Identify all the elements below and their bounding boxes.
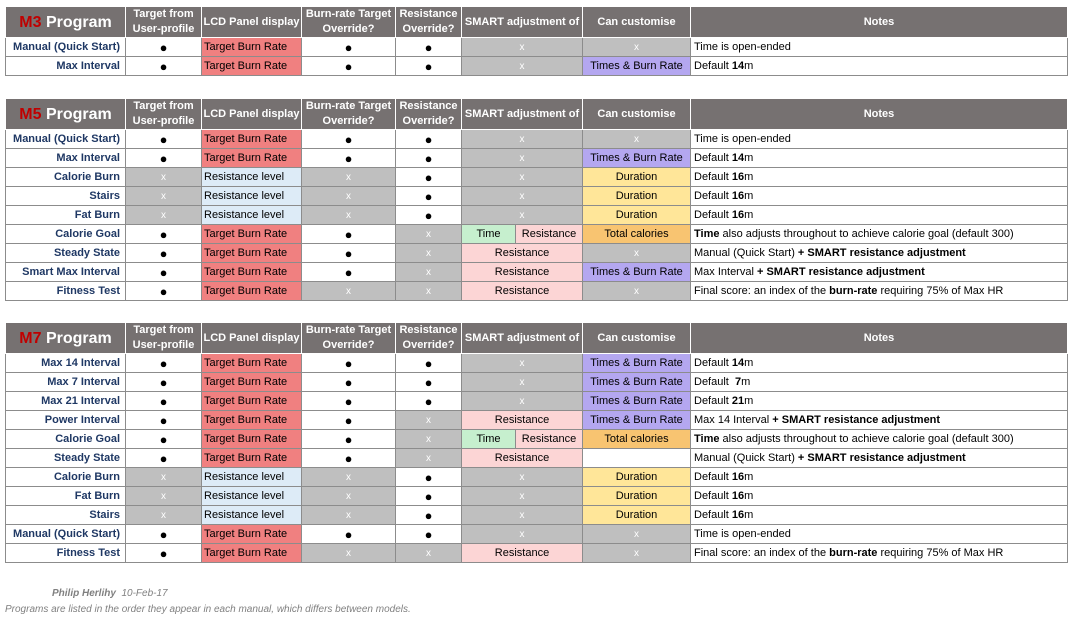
table-row (6, 354, 1068, 373)
note-segment: Default (694, 189, 732, 202)
burn-override-cell: ● (302, 449, 396, 468)
note-segment: Final score: an index of the (694, 546, 830, 559)
customise-cell: Times & Burn Rate (583, 373, 691, 392)
profile-cell: ● (126, 449, 202, 468)
notes-cell (691, 544, 1068, 563)
customise-cell: Duration (583, 487, 691, 506)
smart-adjust-cell: Resistance (462, 544, 583, 563)
header-notes: Notes (691, 7, 1068, 38)
resistance-override-cell: ● (396, 130, 462, 149)
lcd-display-cell: Target Burn Rate (202, 244, 302, 263)
customise-cell: x (583, 38, 691, 57)
resistance-override-cell: x (396, 282, 462, 301)
note-segment: Time (694, 432, 720, 445)
program-name: Calorie Burn (6, 168, 126, 187)
note-segment: Default (694, 208, 732, 221)
note-segment: 7 (734, 375, 742, 388)
notes-cell (691, 525, 1068, 544)
resistance-override-cell: ● (396, 392, 462, 411)
lcd-display-cell: Resistance level (202, 168, 302, 187)
program-name: Manual (Quick Start) (6, 130, 126, 149)
smart-adjust-cell: x (462, 525, 583, 544)
header-smart-adjust: SMART adjustment of (462, 323, 583, 354)
lcd-display-cell: Resistance level (202, 468, 302, 487)
note-segment: 16 (731, 189, 745, 202)
profile-cell: ● (126, 544, 202, 563)
lcd-display-cell: Target Burn Rate (202, 544, 302, 563)
note-segment: Default (694, 170, 732, 183)
notes-cell (691, 130, 1068, 149)
burn-override-cell: x (302, 187, 396, 206)
header-burn-override: Burn-rate Target Override? (302, 323, 396, 354)
smart-resistance-cell: Resistance (516, 430, 583, 449)
table-row (6, 263, 1068, 282)
table-row (6, 449, 1068, 468)
table-row (6, 544, 1068, 563)
note-segment: Default (694, 375, 735, 388)
lcd-display-cell: Target Burn Rate (202, 130, 302, 149)
resistance-override-cell: ● (396, 187, 462, 206)
customise-cell: Duration (583, 506, 691, 525)
profile-cell: ● (126, 282, 202, 301)
notes-cell (691, 149, 1068, 168)
burn-override-cell: x (302, 544, 396, 563)
profile-cell: ● (126, 430, 202, 449)
program-word: Program (45, 329, 112, 347)
burn-override-cell: ● (302, 38, 396, 57)
note-segment: 16 (731, 508, 745, 521)
note-segment: Manual (Quick Start) (694, 246, 798, 259)
table-row (6, 468, 1068, 487)
profile-cell: x (126, 206, 202, 225)
note-segment: m (744, 394, 754, 407)
note-segment: m (744, 189, 754, 202)
smart-adjust-cell: x (462, 168, 583, 187)
header-notes: Notes (691, 99, 1068, 130)
note-segment: Default (694, 508, 732, 521)
table-row (6, 57, 1068, 76)
lcd-display-cell: Target Burn Rate (202, 225, 302, 244)
header-can-customise: Can customise (583, 7, 691, 38)
lcd-display-cell: Target Burn Rate (202, 449, 302, 468)
notes-cell (691, 430, 1068, 449)
customise-cell: x (583, 130, 691, 149)
burn-override-cell: x (302, 468, 396, 487)
resistance-override-cell: ● (396, 354, 462, 373)
profile-cell: ● (126, 373, 202, 392)
notes-cell (691, 206, 1068, 225)
profile-cell: ● (126, 392, 202, 411)
smart-adjust-cell: Resistance (462, 449, 583, 468)
program-table-m7 (5, 322, 1067, 563)
profile-cell: x (126, 187, 202, 206)
footer-date: 10-Feb-17 (121, 588, 168, 599)
note-segment: Default (694, 59, 732, 72)
program-table (5, 98, 1068, 301)
note-segment: Manual (Quick Start) (694, 451, 798, 464)
note-segment: 21 (731, 394, 745, 407)
table-row (6, 187, 1068, 206)
note-segment: Default (694, 470, 732, 483)
profile-cell: ● (126, 411, 202, 430)
note-segment: m (744, 59, 754, 72)
profile-cell: ● (126, 244, 202, 263)
table-row (6, 487, 1068, 506)
customise-cell: x (583, 282, 691, 301)
program-name: Fitness Test (6, 544, 126, 563)
note-segment: 14 (731, 59, 745, 72)
note-segment: m (744, 470, 754, 483)
smart-adjust-cell: Resistance (462, 244, 583, 263)
profile-cell: x (126, 487, 202, 506)
model-title (6, 99, 126, 130)
header-lcd-panel: LCD Panel display (202, 7, 302, 38)
customise-cell: Duration (583, 168, 691, 187)
table-row (6, 506, 1068, 525)
smart-adjust-cell: x (462, 57, 583, 76)
program-table (5, 6, 1068, 76)
table-row (6, 244, 1068, 263)
lcd-display-cell: Resistance level (202, 487, 302, 506)
smart-adjust-cell: x (462, 506, 583, 525)
burn-override-cell: ● (302, 244, 396, 263)
note-segment: also adjusts throughout to achieve calorie goal (default 300) (719, 432, 1014, 445)
smart-adjust-cell: x (462, 206, 583, 225)
notes-cell (691, 244, 1068, 263)
lcd-display-cell: Resistance level (202, 206, 302, 225)
burn-override-cell: ● (302, 392, 396, 411)
note-segment: Time is open-ended (694, 527, 791, 540)
resistance-override-cell: ● (396, 487, 462, 506)
customise-cell: Times & Burn Rate (583, 149, 691, 168)
program-name: Steady State (6, 244, 126, 263)
header-lcd-panel: LCD Panel display (202, 99, 302, 130)
smart-adjust-cell: x (462, 392, 583, 411)
note-segment: 16 (731, 470, 745, 483)
notes-cell (691, 373, 1068, 392)
burn-override-cell: ● (302, 373, 396, 392)
customise-cell: Times & Burn Rate (583, 392, 691, 411)
lcd-display-cell: Target Burn Rate (202, 430, 302, 449)
header-burn-override: Burn-rate Target Override? (302, 99, 396, 130)
profile-cell: ● (126, 263, 202, 282)
model-name: M3 (19, 13, 42, 31)
resistance-override-cell: x (396, 430, 462, 449)
program-name: Smart Max Interval (6, 263, 126, 282)
program-table (5, 322, 1068, 563)
note-segment: + SMART resistance adjustment (797, 246, 966, 259)
program-name: Max Interval (6, 57, 126, 76)
table-row (6, 430, 1068, 449)
burn-override-cell: ● (302, 149, 396, 168)
smart-time-cell: Time (462, 225, 516, 244)
customise-cell: Duration (583, 206, 691, 225)
profile-cell: ● (126, 38, 202, 57)
note-segment: 16 (731, 208, 745, 221)
program-name: Stairs (6, 187, 126, 206)
table-row (6, 373, 1068, 392)
smart-adjust-cell: Resistance (462, 282, 583, 301)
program-name: Manual (Quick Start) (6, 38, 126, 57)
burn-override-cell: x (302, 168, 396, 187)
notes-cell (691, 411, 1068, 430)
customise-cell: Duration (583, 468, 691, 487)
customise-cell: x (583, 544, 691, 563)
burn-override-cell: x (302, 506, 396, 525)
customise-cell: Times & Burn Rate (583, 354, 691, 373)
lcd-display-cell: Target Burn Rate (202, 38, 302, 57)
program-name: Steady State (6, 449, 126, 468)
lcd-display-cell: Target Burn Rate (202, 525, 302, 544)
table-row (6, 149, 1068, 168)
notes-cell (691, 354, 1068, 373)
header-smart-adjust: SMART adjustment of (462, 7, 583, 38)
header-resistance-override: Resistance Override? (396, 99, 462, 130)
resistance-override-cell: ● (396, 38, 462, 57)
notes-cell (691, 487, 1068, 506)
lcd-display-cell: Target Burn Rate (202, 411, 302, 430)
lcd-display-cell: Target Burn Rate (202, 263, 302, 282)
note-segment: Max 14 Interval (694, 413, 773, 426)
resistance-override-cell: ● (396, 468, 462, 487)
resistance-override-cell: ● (396, 525, 462, 544)
note-segment: 14 (731, 151, 745, 164)
table-row (6, 130, 1068, 149)
program-name: Max Interval (6, 149, 126, 168)
note-segment: m (744, 151, 754, 164)
program-word: Program (45, 13, 112, 31)
customise-cell: Total calories (583, 225, 691, 244)
resistance-override-cell: ● (396, 149, 462, 168)
resistance-override-cell: x (396, 225, 462, 244)
resistance-override-cell: ● (396, 168, 462, 187)
lcd-display-cell: Resistance level (202, 506, 302, 525)
burn-override-cell: x (302, 282, 396, 301)
note-segment: m (744, 489, 754, 502)
note-segment: 16 (731, 170, 745, 183)
burn-override-cell: ● (302, 354, 396, 373)
lcd-display-cell: Target Burn Rate (202, 373, 302, 392)
note-segment: Final score: an index of the (694, 284, 830, 297)
smart-time-cell: Time (462, 430, 516, 449)
customise-cell: Total calories (583, 430, 691, 449)
program-name: Stairs (6, 506, 126, 525)
resistance-override-cell: x (396, 411, 462, 430)
model-name: M7 (19, 329, 42, 347)
program-name: Fitness Test (6, 282, 126, 301)
header-can-customise: Can customise (583, 323, 691, 354)
profile-cell: ● (126, 149, 202, 168)
note-segment: m (744, 356, 754, 369)
customise-cell: Times & Burn Rate (583, 57, 691, 76)
profile-cell: ● (126, 525, 202, 544)
table-row (6, 392, 1068, 411)
smart-adjust-cell: x (462, 149, 583, 168)
header-target-profile: Target from User-profile (126, 7, 202, 38)
lcd-display-cell: Resistance level (202, 187, 302, 206)
program-name: Power Interval (6, 411, 126, 430)
program-name: Max 21 Interval (6, 392, 126, 411)
notes-cell (691, 449, 1068, 468)
smart-adjust-cell: x (462, 354, 583, 373)
profile-cell: x (126, 506, 202, 525)
burn-override-cell: ● (302, 225, 396, 244)
program-name: Manual (Quick Start) (6, 525, 126, 544)
profile-cell: x (126, 468, 202, 487)
note-segment: 14 (731, 356, 745, 369)
program-name: Max 7 Interval (6, 373, 126, 392)
program-name: Fat Burn (6, 206, 126, 225)
burn-override-cell: ● (302, 263, 396, 282)
smart-adjust-cell: Resistance (462, 411, 583, 430)
notes-cell (691, 38, 1068, 57)
note-segment: requiring 75% of Max HR (877, 284, 1004, 297)
note-segment: also adjusts throughout to achieve calorie goal (default 300) (719, 227, 1014, 240)
burn-override-cell: ● (302, 411, 396, 430)
header-burn-override: Burn-rate Target Override? (302, 7, 396, 38)
burn-override-cell: ● (302, 430, 396, 449)
lcd-display-cell: Target Burn Rate (202, 354, 302, 373)
profile-cell: ● (126, 130, 202, 149)
program-word: Program (45, 105, 112, 123)
header-target-profile: Target from User-profile (126, 99, 202, 130)
customise-cell: Times & Burn Rate (583, 411, 691, 430)
resistance-override-cell: x (396, 263, 462, 282)
resistance-override-cell: x (396, 449, 462, 468)
notes-cell (691, 282, 1068, 301)
program-name: Max 14 Interval (6, 354, 126, 373)
header-resistance-override: Resistance Override? (396, 323, 462, 354)
customise-cell: x (583, 525, 691, 544)
customise-cell (583, 449, 691, 468)
notes-cell (691, 263, 1068, 282)
program-name: Calorie Burn (6, 468, 126, 487)
note-segment: m (744, 208, 754, 221)
resistance-override-cell: x (396, 544, 462, 563)
program-name: Fat Burn (6, 487, 126, 506)
note-segment: m (744, 170, 754, 183)
table-row (6, 525, 1068, 544)
table-row (6, 225, 1068, 244)
burn-override-cell: x (302, 487, 396, 506)
smart-adjust-cell: x (462, 468, 583, 487)
lcd-display-cell: Target Burn Rate (202, 282, 302, 301)
model-name: M5 (19, 105, 42, 123)
profile-cell: ● (126, 57, 202, 76)
table-row (6, 38, 1068, 57)
note-segment: Default (694, 489, 732, 502)
note-segment: Time is open-ended (694, 40, 791, 53)
lcd-display-cell: Target Burn Rate (202, 392, 302, 411)
note-segment: m (741, 375, 751, 388)
table-row (6, 206, 1068, 225)
customise-cell: x (583, 244, 691, 263)
table-row (6, 411, 1068, 430)
notes-cell (691, 225, 1068, 244)
burn-override-cell: ● (302, 130, 396, 149)
profile-cell: x (126, 168, 202, 187)
notes-cell (691, 57, 1068, 76)
header-notes: Notes (691, 323, 1068, 354)
table-row (6, 168, 1068, 187)
header-can-customise: Can customise (583, 99, 691, 130)
note-segment: Default (694, 356, 732, 369)
note-segment: m (744, 508, 754, 521)
smart-adjust-cell: x (462, 373, 583, 392)
burn-override-cell: ● (302, 525, 396, 544)
note-segment: Default (694, 151, 732, 164)
profile-cell: ● (126, 354, 202, 373)
header-smart-adjust: SMART adjustment of (462, 99, 583, 130)
program-name: Calorie Goal (6, 225, 126, 244)
resistance-override-cell: ● (396, 206, 462, 225)
note-segment: 16 (731, 489, 745, 502)
program-name: Calorie Goal (6, 430, 126, 449)
profile-cell: ● (126, 225, 202, 244)
lcd-display-cell: Target Burn Rate (202, 149, 302, 168)
notes-cell (691, 187, 1068, 206)
model-title (6, 323, 126, 354)
note-segment: Time is open-ended (694, 132, 791, 145)
header-lcd-panel: LCD Panel display (202, 323, 302, 354)
note-segment: + SMART resistance adjustment (797, 451, 966, 464)
notes-cell (691, 392, 1068, 411)
note-segment: + SMART resistance adjustment (756, 265, 925, 278)
smart-adjust-cell: x (462, 187, 583, 206)
lcd-display-cell: Target Burn Rate (202, 57, 302, 76)
program-table-m5 (5, 98, 1067, 301)
burn-override-cell: x (302, 206, 396, 225)
customise-cell: Duration (583, 187, 691, 206)
program-table-m3 (5, 6, 1067, 76)
model-title (6, 7, 126, 38)
resistance-override-cell: ● (396, 373, 462, 392)
notes-cell (691, 168, 1068, 187)
smart-adjust-cell: x (462, 487, 583, 506)
resistance-override-cell: ● (396, 57, 462, 76)
smart-adjust-cell: Resistance (462, 263, 583, 282)
footer-note: Programs are listed in the order they appear in each manual, which differs between models. (5, 604, 411, 615)
smart-adjust-cell: x (462, 38, 583, 57)
notes-cell (691, 468, 1068, 487)
note-segment: + SMART resistance adjustment (772, 413, 941, 426)
table-row (6, 282, 1068, 301)
notes-cell (691, 506, 1068, 525)
footer-credit (52, 588, 168, 599)
smart-adjust-cell: x (462, 130, 583, 149)
note-segment: Default (694, 394, 732, 407)
header-target-profile: Target from User-profile (126, 323, 202, 354)
header-resistance-override: Resistance Override? (396, 7, 462, 38)
note-segment: burn-rate (829, 284, 878, 297)
footer-author: Philip Herlihy (52, 588, 116, 599)
resistance-override-cell: ● (396, 506, 462, 525)
burn-override-cell: ● (302, 57, 396, 76)
note-segment: burn-rate (829, 546, 878, 559)
resistance-override-cell: x (396, 244, 462, 263)
note-segment: Time (694, 227, 720, 240)
note-segment: Max Interval (694, 265, 757, 278)
customise-cell: Times & Burn Rate (583, 263, 691, 282)
note-segment: requiring 75% of Max HR (877, 546, 1004, 559)
smart-resistance-cell: Resistance (516, 225, 583, 244)
